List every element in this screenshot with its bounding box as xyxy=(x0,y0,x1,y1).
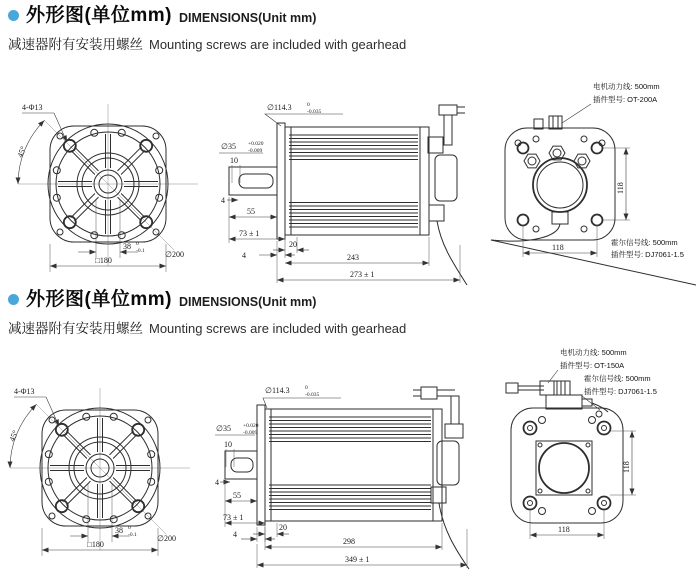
side-shaft-dia: ∅35 xyxy=(221,142,236,151)
power-cable-callout-line1: 电机动力线: 500mm xyxy=(593,82,660,91)
section1-subtitle-cn: 减速器附有安装用螺丝 xyxy=(8,37,143,52)
side-body-tol-lo: -0.035 xyxy=(307,109,322,115)
front-hub-tol-hi: 0 xyxy=(136,241,139,247)
side-body-len: 298 xyxy=(343,537,355,546)
side-view-drawing-1 xyxy=(215,95,475,287)
front-square-label: □180 xyxy=(87,540,104,549)
side-shaft-tol-lo: -0.009 xyxy=(248,148,263,154)
front-view-drawing-2 xyxy=(0,380,210,570)
section1-title-en: DIMENSIONS(Unit mm) xyxy=(178,10,317,25)
bullet-icon xyxy=(8,10,19,21)
section1-subtitle-en: Mounting screws are included with gearhead xyxy=(149,37,407,52)
front-holes-label: 4-Φ13 xyxy=(14,387,35,396)
section1-title-cn: 外形图(单位mm) xyxy=(26,5,172,26)
side-key-depth: 4 xyxy=(215,478,219,487)
rear-view-drawing-1 xyxy=(478,73,698,288)
hall-cable-callout-line1: 霍尔信号线: 500mm xyxy=(611,238,678,247)
side-body-tol-lo: -0.035 xyxy=(305,392,320,398)
side-total-len: 349 ± 1 xyxy=(345,555,370,564)
power-cable-callout-line1: 电机动力线: 500mm xyxy=(560,348,627,357)
side-front-len: 73 ± 1 xyxy=(223,513,244,522)
front-outer-dia-label: ∅200 xyxy=(165,250,184,259)
rear-flange-outline-2 xyxy=(506,381,623,523)
side-total-len: 273 ± 1 xyxy=(350,270,375,279)
rear-dim-v: 118 xyxy=(622,461,631,473)
side-dimensions-2 xyxy=(215,385,467,568)
power-cable-callout-line2: 插件型号: OT-150A xyxy=(560,361,625,370)
front-hub-tol-lo: -0.1 xyxy=(128,532,137,538)
section1-subtitle xyxy=(8,33,406,53)
front-angle-label: 45° xyxy=(7,428,21,443)
rear-dim-h: 118 xyxy=(558,525,570,534)
side-dimensions-1 xyxy=(219,102,460,283)
front-hub-width: 38 xyxy=(123,242,131,251)
side-keyway: 10 xyxy=(230,156,238,165)
side-body-tol-hi: 0 xyxy=(305,385,308,391)
side-view-drawing-2 xyxy=(215,379,475,571)
section2-header xyxy=(8,290,316,309)
hall-cable-callout-line1: 霍尔信号线: 500mm xyxy=(584,374,651,383)
side-shaft-tol-lo: -0.009 xyxy=(243,430,258,436)
front-view-drawing-1 xyxy=(8,96,218,286)
section2-subtitle-en: Mounting screws are included with gearhead xyxy=(149,321,407,336)
side-body-dia: ∅114.3 xyxy=(265,386,290,395)
rear-dim-v: 118 xyxy=(616,182,625,194)
front-holes-label: 4-Φ13 xyxy=(22,103,43,112)
side-body-tol-hi: 0 xyxy=(307,102,310,108)
section2-subtitle xyxy=(8,317,406,337)
section2-title-en: DIMENSIONS(Unit mm) xyxy=(178,294,317,309)
rear-callouts-1 xyxy=(562,81,684,259)
rear-callouts-2 xyxy=(548,347,657,410)
side-flange-thk: 4 xyxy=(233,530,237,539)
front-square-label: □180 xyxy=(95,256,112,265)
side-keyway: 10 xyxy=(224,440,232,449)
side-shaft-tol-hi: +0.020 xyxy=(243,423,259,429)
side-flange-thk: 4 xyxy=(242,251,246,260)
power-cable-callout-line2: 插件型号: OT-200A xyxy=(593,95,658,104)
front-hub-tol-hi: 0 xyxy=(128,525,131,531)
rear-view-drawing-2 xyxy=(478,343,698,571)
front-hub-width: 38 xyxy=(115,526,123,535)
section2-subtitle-cn: 减速器附有安装用螺丝 xyxy=(8,321,143,336)
side-mount-len: 20 xyxy=(279,523,287,532)
side-shaft-dia: ∅35 xyxy=(216,424,231,433)
section1-header xyxy=(8,6,316,25)
section2-title-cn: 外形图(单位mm) xyxy=(26,289,172,310)
side-key-depth: 4 xyxy=(221,196,225,205)
side-shaft-len: 55 xyxy=(247,207,255,216)
hall-cable-callout-line2: 插件型号: DJ7061-1.5 xyxy=(611,250,684,259)
side-shaft-len: 55 xyxy=(233,491,241,500)
side-mount-len: 20 xyxy=(289,240,297,249)
front-hub-tol-lo: -0.1 xyxy=(136,248,145,254)
side-body-dia: ∅114.3 xyxy=(267,103,292,112)
side-shaft-tol-hi: +0.020 xyxy=(248,141,264,147)
hall-cable-callout-line2: 插件型号: DJ7061-1.5 xyxy=(584,387,657,396)
bullet-icon xyxy=(8,294,19,305)
front-outer-dia-label: ∅200 xyxy=(157,534,176,543)
side-front-len: 73 ± 1 xyxy=(239,229,260,238)
rear-dim-h: 118 xyxy=(552,243,564,252)
rear-flange-outline-1 xyxy=(491,116,696,285)
front-angle-label: 45° xyxy=(15,144,29,159)
side-body-len: 243 xyxy=(347,253,359,262)
